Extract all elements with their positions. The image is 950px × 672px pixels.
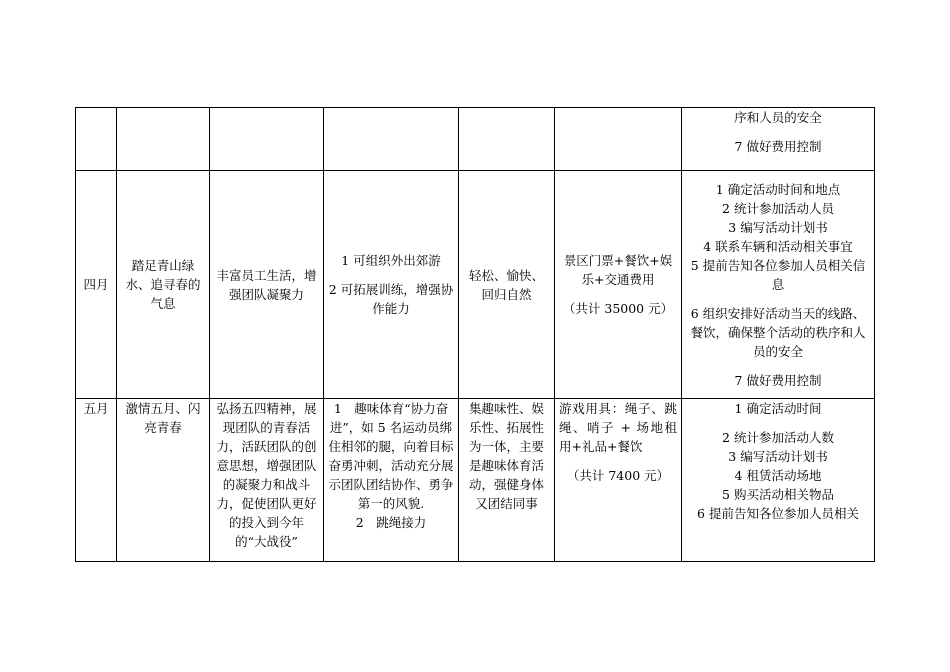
task-item: 序和人员的安全 <box>734 110 822 125</box>
budget-cell <box>555 171 682 399</box>
tasks-cell <box>682 399 875 562</box>
task-item: 5 提前告知各位参加人员相关信息 <box>690 257 866 292</box>
task-item: 4 联系车辆和活动相关事宜 <box>703 238 853 254</box>
content-item: 2 跳绳接力 <box>355 515 427 530</box>
content-item: 1 趣味体育“协力奋进”，如 5 名运动员绑住相邻的腿，向着目标奋勇冲刺，活动充分展示团队团结协作、勇争第一的风貌. <box>328 401 454 511</box>
budget-cell <box>555 108 682 171</box>
task-item: 2 统计参加活动人数 <box>722 430 834 445</box>
table-row <box>76 399 875 562</box>
task-item: 4 租赁活动场地 <box>734 468 822 483</box>
content-item: 1 可组织外出郊游 <box>341 253 441 268</box>
table-row <box>76 108 875 171</box>
content-item: 2 可拓展训练，增强协作能力 <box>328 282 454 316</box>
theme-cell: 踏足青山绿水、追寻春的气息 <box>117 171 210 399</box>
style-cell <box>459 108 555 171</box>
task-item: 2 统计参加活动人员 <box>722 200 834 216</box>
table-row <box>76 171 875 399</box>
goal-cell <box>210 108 324 171</box>
theme-cell: 激情五月、闪亮青春 <box>117 399 210 562</box>
month-cell: 四月 <box>76 171 117 399</box>
content-cell <box>324 108 459 171</box>
task-item: 6 提前告知各位参加人员相关 <box>697 506 859 521</box>
goal-cell: 弘扬五四精神，展现团队的青春活力，活跃团队的创意思想，增强团队的凝聚力和战斗力，促使团队更好的投入到今年的“大战役” <box>210 399 324 562</box>
task-item: 6 组织安排好活动当天的线路、餐饮，确保整个活动的秩序和人员的安全 <box>690 305 866 359</box>
content-cell <box>324 171 459 399</box>
content-cell <box>324 399 459 562</box>
task-item: 5 购买活动相关物品 <box>722 487 834 502</box>
task-item: 3 编写活动计划书 <box>728 219 828 235</box>
budget-total: （共计 35000 元） <box>562 301 674 316</box>
goal-cell: 丰富员工生活，增强团队凝聚力 <box>210 171 324 399</box>
budget-items: 游戏用具：绳子、跳绳、哨子 + 场地租用+礼品+餐饮 <box>559 401 677 454</box>
tasks-cell <box>682 171 875 399</box>
activity-plan-table <box>75 107 875 562</box>
style-cell: 集趣味性、娱乐性、拓展性为一体，主要是趣味体育活动，强健身体又团结同事 <box>459 399 555 562</box>
style-cell: 轻松、愉快、回归自然 <box>459 171 555 399</box>
task-item: 7 做好费用控制 <box>734 372 822 388</box>
budget-cell <box>555 399 682 562</box>
budget-total: （共计 7400 元） <box>566 468 670 483</box>
budget-items: 景区门票+餐饮+娱乐+交通费用 <box>563 253 673 287</box>
task-item: 1 确定活动时间 <box>734 401 822 416</box>
theme-cell <box>117 108 210 171</box>
task-item: 7 做好费用控制 <box>734 139 822 154</box>
task-item: 3 编写活动计划书 <box>728 449 828 464</box>
month-cell: 五月 <box>76 399 117 562</box>
month-cell <box>76 108 117 171</box>
tasks-cell <box>682 108 875 171</box>
task-item: 1 确定活动时间和地点 <box>715 181 841 197</box>
